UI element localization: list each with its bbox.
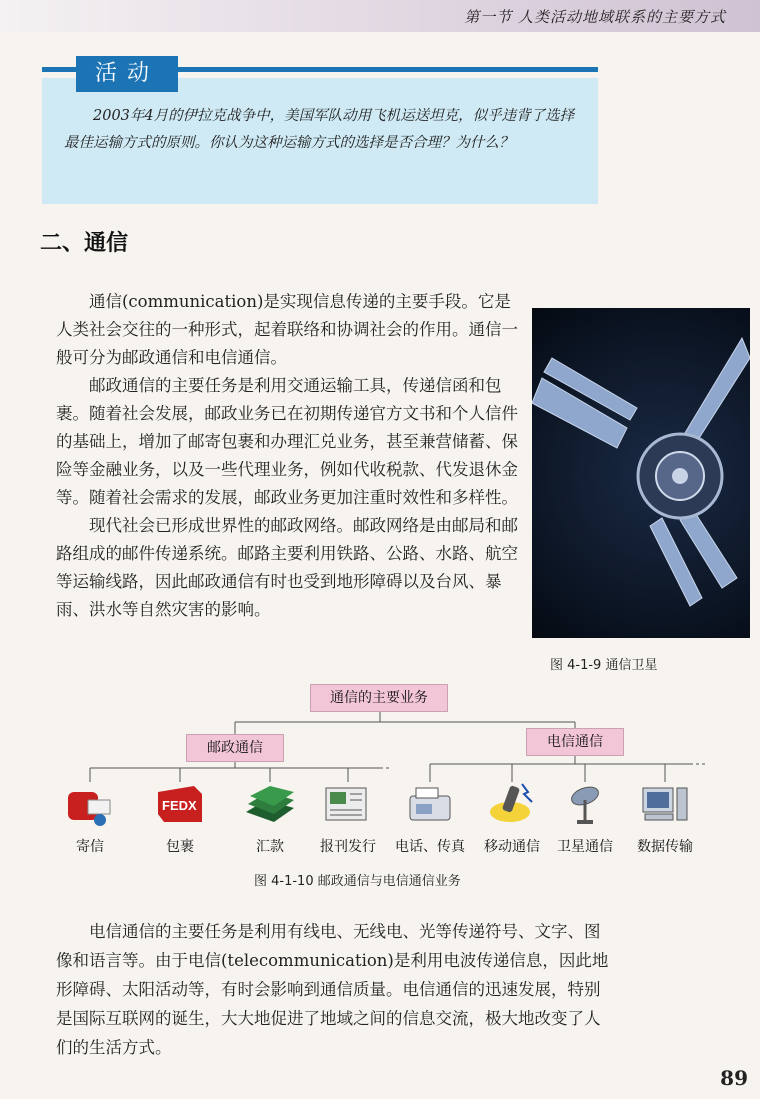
service-label: 卫星通信: [557, 839, 613, 855]
service-item: [472, 782, 552, 856]
activity-text: [64, 103, 584, 157]
service-item: [230, 782, 310, 856]
body-text: [56, 288, 518, 624]
running-header: 第一节 人类活动地域联系的主要方式: [464, 8, 726, 26]
service-label: 报刊发行: [320, 839, 376, 855]
activity-tab: 活动: [76, 56, 178, 92]
service-item: [308, 782, 388, 856]
service-item: [390, 782, 470, 856]
paragraph: 电信通信的主要任务是利用有线电、无线电、光等传递符号、文字、图像和语言等。由于电信(telecommunication)是利用电波传递信息，因此地形障碍、太阳活动等，有时会影响到通信质量。电信通信的迅速发展，特别是国际互联网的诞生，大大地促进了地域之间的信息交流，极大地改变了人们的生活方式。: [56, 922, 609, 1057]
fax-phone-icon: [404, 782, 456, 826]
diagram-postal-label: 邮政通信: [186, 734, 284, 762]
paragraph: 现代社会已形成世界性的邮政网络。邮政网络是由邮局和邮路组成的邮件传递系统。邮路主要利用铁路、公路、水路、航空等运输线路，因此邮政通信有时也受到地形障碍以及台风、暴雨、洪水等自然灾害的影响。: [56, 516, 518, 619]
page-number: 89: [720, 1066, 748, 1090]
section-title: 二、通信: [40, 231, 129, 256]
diagram-root-label: 通信的主要业务: [310, 684, 448, 712]
paragraph: 通信(communication)是实现信息传递的主要手段。它是人类社会交往的一种形式，起着联络和协调社会的作用。通信一般可分为邮政通信和电信通信。: [56, 292, 518, 367]
computer-icon: [639, 782, 691, 826]
satellite-icon: [532, 308, 750, 638]
svg-text:FEDX: FEDX: [162, 798, 197, 813]
service-item: [545, 782, 625, 856]
services-diagram: [60, 682, 720, 862]
body-text-final: [56, 917, 616, 1062]
service-item: [140, 782, 220, 856]
money-stack-icon: [244, 782, 296, 826]
figure-caption-diagram: 图 4-1-10 邮政通信与电信通信业务: [254, 874, 461, 889]
service-label: 移动通信: [484, 839, 540, 855]
service-item: [625, 782, 705, 856]
newspaper-icon: [322, 782, 374, 826]
mailbox-icon: [64, 782, 116, 826]
diagram-telecom-label: 电信通信: [526, 728, 624, 756]
mobile-phone-icon: [486, 782, 538, 826]
service-label: 包裹: [166, 839, 194, 855]
service-label: 汇款: [256, 839, 284, 855]
paragraph: 邮政通信的主要任务是利用交通运输工具，传递信函和包裹。随着社会发展，邮政业务已在初期传递官方文书和个人信件的基础上，增加了邮寄包裹和办理汇兑业务，甚至兼营储蓄、保险等金融业务，以及一些代理业务，例如代收税款、代发退休金等。随着社会需求的发展，邮政业务更加注重时效性和多样性。: [56, 376, 518, 507]
service-label: 寄信: [76, 839, 104, 855]
service-label: 数据传输: [637, 839, 693, 855]
satellite-dish-icon: [559, 782, 611, 826]
service-item: [50, 782, 130, 856]
activity-question: 2003年4月的伊拉克战争中，美国军队动用飞机运送坦克，似乎违背了选择最佳运输方式的原则。你认为这种运输方式的选择是否合理？为什么？: [64, 108, 575, 151]
satellite-photo: [532, 308, 750, 638]
fedex-package-icon: [154, 782, 206, 826]
service-label: 电话、传真: [395, 839, 465, 855]
figure-caption-satellite: 图 4-1-9 通信卫星: [550, 658, 658, 673]
